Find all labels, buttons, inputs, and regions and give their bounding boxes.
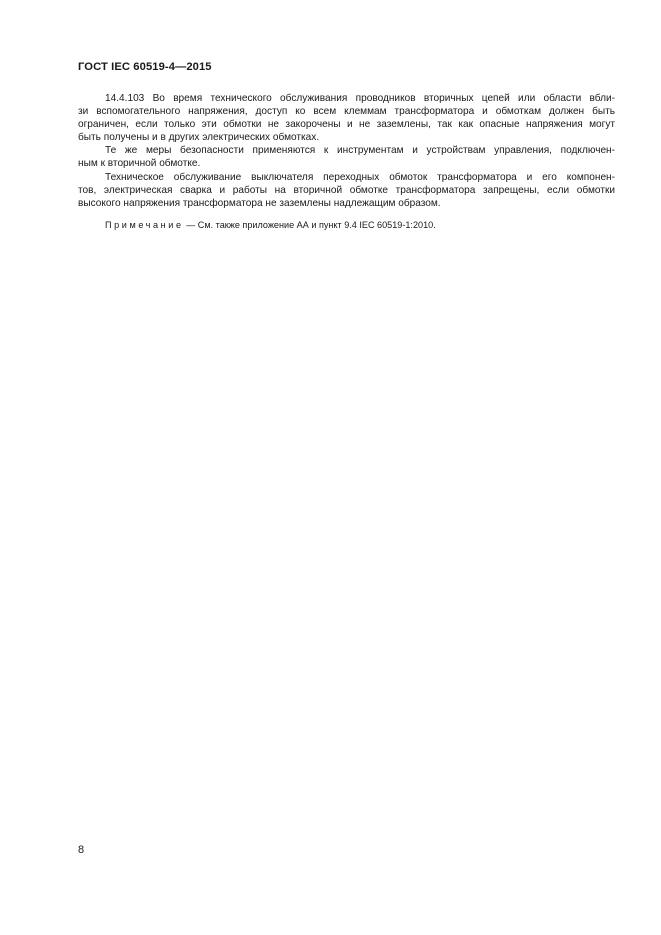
note-text: — См. также приложение АА и пункт 9.4 IEC 60519-1:2010. [183, 219, 436, 230]
paragraph-line: высокого напряжения трансформатора не заземлены надлежащим образом. [78, 197, 441, 209]
paragraph-safety-measures [78, 144, 615, 170]
paragraph-line: быть получены и в других электрических обмотках. [78, 132, 320, 144]
note [78, 219, 615, 231]
page-number: 8 [78, 844, 85, 856]
paragraph-line: Техническое обслуживание выключателя переходных обмоток трансформатора и его компонен- [105, 171, 615, 183]
paragraph-line: Те же меры безопасности применяются к инструментам и устройствам управления, подключен- [105, 145, 615, 157]
paragraph-14-4-103 [78, 92, 615, 144]
paragraph-line: ограничен, если только эти обмотки не закорочены и не заземлены, так как опасные напряжения могут [78, 119, 615, 131]
document-body [78, 92, 615, 231]
paragraph-line: ным к вторичной обмотке. [78, 158, 201, 170]
paragraph-line: тов, электрическая сварка и работы на вторичной обмотке трансформатора запрещены, если обмотки [78, 184, 615, 196]
document-header: ГОСТ IEC 60519-4—2015 [78, 61, 212, 73]
note-label: Примечание [105, 219, 184, 230]
paragraph-maintenance [78, 171, 615, 210]
paragraph-line: зи вспомогательного напряжения, доступ ко всем клеммам трансформатора и обмоткам должен быть [78, 106, 615, 118]
paragraph-line: 14.4.103 Во время технического обслуживания проводников вторичных цепей или области вбли- [105, 93, 615, 104]
